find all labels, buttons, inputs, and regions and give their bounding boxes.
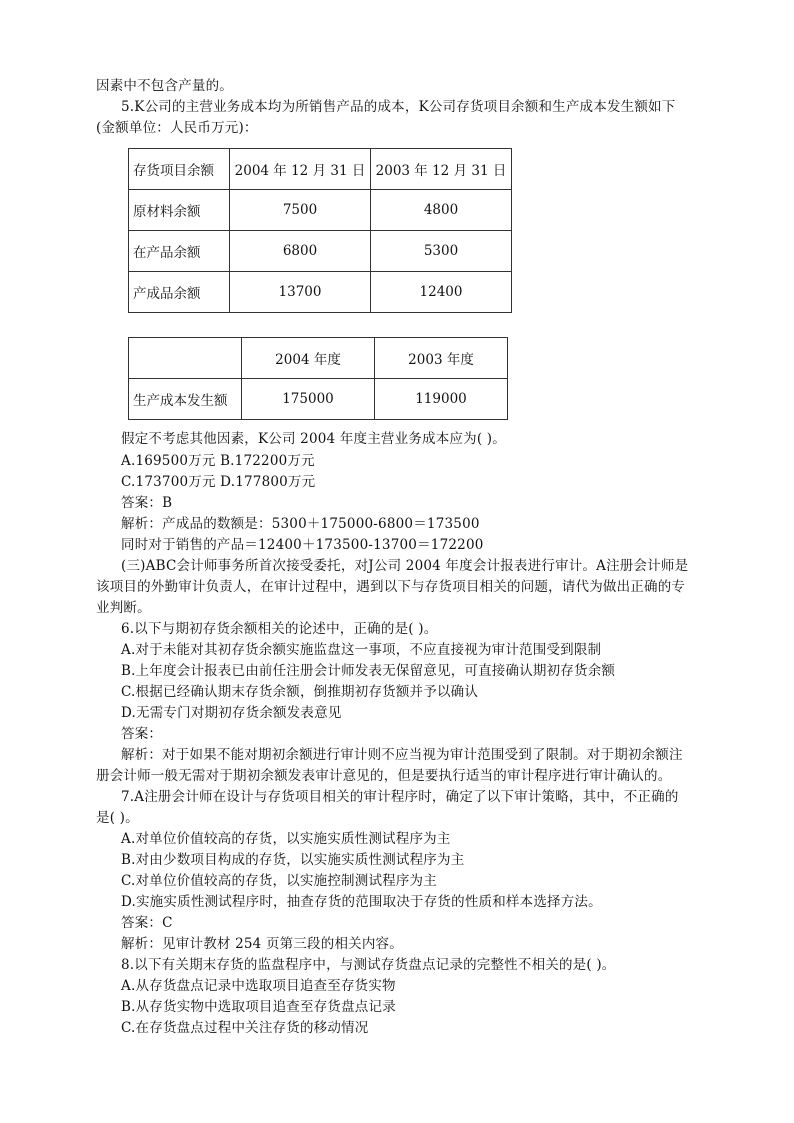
- table-cell: 6800: [230, 231, 371, 272]
- table-cell: 12400: [371, 272, 512, 313]
- table-cell: 生产成本发生额: [129, 379, 242, 420]
- table-header-row: [129, 149, 512, 190]
- text-line: A.对单位价值较高的存货，以实施实质性测试程序为主: [121, 831, 451, 847]
- text-line: C.173700万元 D.177800万元: [121, 474, 316, 490]
- text-line: (三)ABC会计师事务所首次接受委托，对J公司 2004 年度会计报表进行审计。A注册会计师是: [121, 558, 689, 574]
- table-cell: 13700: [230, 272, 371, 313]
- text-line: A.对于未能对其初存货余额实施监盘这一事项，不应直接视为审计范围受到限制: [121, 642, 602, 658]
- table-header-cell: 2003 年 12 月 31 日: [371, 149, 512, 190]
- text-line: A.169500万元 B.172200万元: [121, 453, 315, 469]
- text-line: C.在存货盘点过程中关注存货的移动情况: [121, 1020, 369, 1036]
- text-line: 答案：C: [121, 915, 173, 931]
- text-line: 解析：产成品的数额是：5300＋175000-6800＝173500: [121, 516, 480, 532]
- table-cell: 175000: [242, 379, 375, 420]
- text-line: A.从存货盘点记录中选取项目追查至存货实物: [121, 978, 396, 994]
- table-header-cell: [129, 338, 242, 379]
- table-row: [129, 379, 508, 420]
- text-line: 7.A注册会计师在设计与存货项目相关的审计程序时，确定了以下审计策略，其中，不正确的: [121, 789, 679, 805]
- table-header-cell: 2004 年 12 月 31 日: [230, 149, 371, 190]
- text-line: 解析：见审计教材 254 页第三段的相关内容。: [121, 936, 403, 952]
- text-line: C.根据已经确认期末存货余额，倒推期初存货额并予以确认: [121, 684, 479, 700]
- text-line: 该项目的外勤审计负责人，在审计过程中，遇到以下与存货项目相关的问题，请代为做出正确的专: [96, 579, 686, 595]
- text-line: B.从存货实物中选取项目追查至存货盘点记录: [121, 999, 396, 1015]
- table-cell: 产成品余额: [129, 272, 230, 313]
- text-line: D.无需专门对期初存货余额发表意见: [121, 705, 342, 721]
- text-line: 同时对于销售的产品＝12400＋173500-13700＝172200: [121, 537, 484, 553]
- table-row: [129, 231, 512, 272]
- text-line: B.上年度会计报表已由前任注册会计师发表无保留意见，可直接确认期初存货余额: [121, 663, 616, 679]
- text-line: 答案：: [121, 726, 163, 742]
- table-row: [129, 190, 512, 231]
- table-cell: 7500: [230, 190, 371, 231]
- table-cell: 119000: [375, 379, 508, 420]
- text-line: 是( )。: [96, 810, 139, 826]
- table-header-cell: 2004 年度: [242, 338, 375, 379]
- text-line: B.对由少数项目构成的存货，以实施实质性测试程序为主: [121, 852, 465, 868]
- text-line: 册会计师一般无需对于期初余额发表审计意见的，但是要执行适当的审计程序进行审计确认的。: [96, 768, 672, 784]
- table-cell: 5300: [371, 231, 512, 272]
- text-line: 业判断。: [96, 600, 151, 616]
- table-row: [129, 272, 512, 313]
- text-line: 5.K公司的主营业务成本均为所销售产品的成本，K公司存货项目余额和生产成本发生额如下: [121, 99, 676, 115]
- table-cell: 4800: [371, 190, 512, 231]
- text-line: (金额单位：人民币万元)：: [96, 120, 258, 136]
- text-line: 答案：B: [121, 495, 173, 511]
- text-line: 因素中不包含产量的。: [96, 78, 233, 94]
- table-cell: 原材料余额: [129, 190, 230, 231]
- table-header-row: [129, 338, 508, 379]
- table-header-cell: 2003 年度: [375, 338, 508, 379]
- text-line: D.实施实质性测试程序时，抽查存货的范围取决于存货的性质和样本选择方法。: [121, 894, 602, 910]
- table-header-cell: 存货项目余额: [129, 149, 230, 190]
- production-cost-table: [128, 337, 508, 420]
- text-line: 8.以下有关期末存货的监盘程序中，与测试存货盘点记录的完整性不相关的是( )。: [121, 957, 616, 973]
- inventory-balance-table: [128, 148, 512, 313]
- text-line: C.对单位价值较高的存货，以实施控制测试程序为主: [121, 873, 437, 889]
- text-line: 解析：对于如果不能对期初余额进行审计则不应当视为审计范围受到了限制。对于期初余额注: [121, 747, 683, 763]
- text-line: 6.以下与期初存货余额相关的论述中，正确的是( )。: [121, 621, 438, 637]
- text-line: 假定不考虑其他因素，K公司 2004 年度主营业务成本应为( )。: [121, 431, 506, 447]
- table-cell: 在产品余额: [129, 231, 230, 272]
